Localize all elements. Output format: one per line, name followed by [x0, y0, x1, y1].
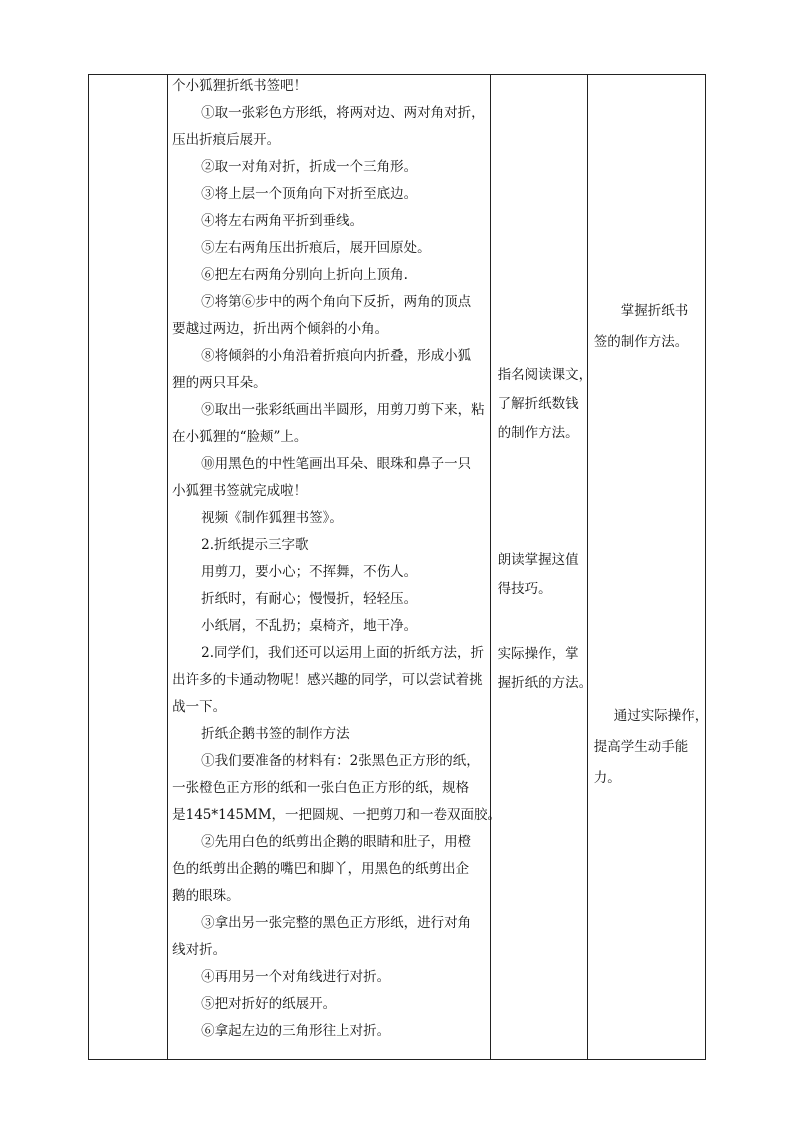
content-line: 2.同学们，我们还可以运用上面的折纸方法，折: [201, 645, 485, 661]
content-line: 鹅的眼珠。: [172, 888, 240, 904]
content-line: ⑤左右两角压出折痕后，展开回原处。: [201, 240, 431, 256]
intent-line: 通过实际操作，: [613, 708, 709, 724]
content-line: ⑤把对折好的纸展开。: [201, 996, 337, 1012]
content-line: 出许多的卡通动物呢！感兴趣的同学，可以尝试着挑: [172, 672, 483, 688]
content-line: ④将左右两角平折到垂线。: [201, 213, 364, 229]
content-line: ①取一张彩色方形纸，将两对边、两对角对折，: [201, 105, 485, 121]
content-line: ③拿出另一张完整的黑色正方形纸，进行对角: [201, 915, 472, 931]
activity-line: 得技巧。: [497, 581, 552, 597]
content-line: 小纸屑，不乱扔；桌椅齐，地干净。: [201, 618, 418, 634]
content-line: ⑧将倾斜的小角沿着折痕向内折叠，形成小狐: [201, 348, 472, 364]
student-activity-block: [497, 640, 593, 698]
design-intent-block: [593, 701, 709, 794]
content-line: ⑥拿起左边的三角形往上对折。: [201, 1023, 391, 1039]
content-line: 个小狐狸折纸书签吧！: [172, 78, 308, 94]
student-activity-block: [497, 361, 593, 448]
content-line: ②取一对角对折，折成一个三角形。: [201, 159, 418, 175]
activity-line: 指名阅读课文，: [497, 367, 593, 383]
content-line: 在小狐狸的“脸颊”上。: [172, 429, 308, 445]
content-line: ⑥把左右两角分别向上折向上顶角.: [201, 267, 408, 283]
content-line: ③将上层一个顶角向下对折至底边。: [201, 186, 418, 202]
table-row: [89, 75, 706, 1060]
content-line: 色的纸剪出企鹅的嘴巴和脚丫，用黑色的纸剪出企: [172, 861, 470, 877]
content-line: 狸的两只耳朵。: [172, 375, 267, 391]
content-line: 压出折痕后展开。: [172, 132, 281, 148]
content-line: ⑨取出一张彩纸画出半圆形，用剪刀剪下来，粘: [201, 402, 485, 418]
content-line: ②先用白色的纸剪出企鹅的眼睛和肚子，用橙: [201, 834, 472, 850]
content-line: 2.折纸提示三字歌: [201, 537, 309, 553]
activity-line: 握折纸的方法。: [497, 675, 593, 691]
content-line: 战一下。: [172, 699, 227, 715]
intent-line: 力。: [593, 770, 621, 786]
design-intent-block: [594, 296, 701, 358]
intent-line: 提高学生动手能: [593, 739, 689, 755]
activity-line: 实际操作，掌: [497, 646, 579, 662]
content-line: ①我们要准备的材料有：2张黑色正方形的纸，: [201, 753, 480, 769]
blank-left-cell: [89, 75, 168, 1060]
activity-line: 的制作方法。: [497, 425, 579, 441]
activity-line: 了解折纸数钱: [497, 396, 579, 412]
content-line: 视频《制作狐狸书签》。: [201, 510, 343, 526]
content-line: 是145*145MM，一把圆规、一把剪刀和一卷双面胶。: [172, 807, 502, 823]
content-line: ⑩用黑色的中性笔画出耳朵、眼珠和鼻子一只: [201, 456, 472, 472]
content-line: 一张橙色正方形的纸和一张白色正方形的纸，规格: [172, 780, 470, 796]
student-activity-block: [498, 546, 583, 604]
lesson-plan-table: [88, 74, 709, 1060]
intent-line: 掌握折纸书: [620, 303, 689, 319]
content-line: 要越过两边，折出两个倾斜的小角。: [172, 321, 389, 337]
content-line: 线对折。: [172, 942, 227, 958]
content-line: 用剪刀，要小心；不挥舞，不伤人。: [201, 564, 418, 580]
content-line: 折纸企鹅书签的制作方法: [201, 726, 350, 742]
content-line: 折纸时，有耐心；慢慢折，轻轻压。: [201, 591, 418, 607]
intent-line: 签的制作方法。: [593, 334, 689, 350]
content-line: ⑦将第⑥步中的两个角向下反折，两角的顶点: [201, 294, 472, 310]
activity-line: 朗读掌握这值: [497, 552, 579, 568]
teaching-content-cell: [168, 75, 502, 1060]
student-activity-cell: [490, 75, 593, 1060]
content-line: ④再用另一个对角线进行对折。: [201, 969, 391, 985]
content-line: 小狐狸书签就完成啦！: [172, 483, 308, 499]
design-intent-cell: [587, 75, 709, 1060]
